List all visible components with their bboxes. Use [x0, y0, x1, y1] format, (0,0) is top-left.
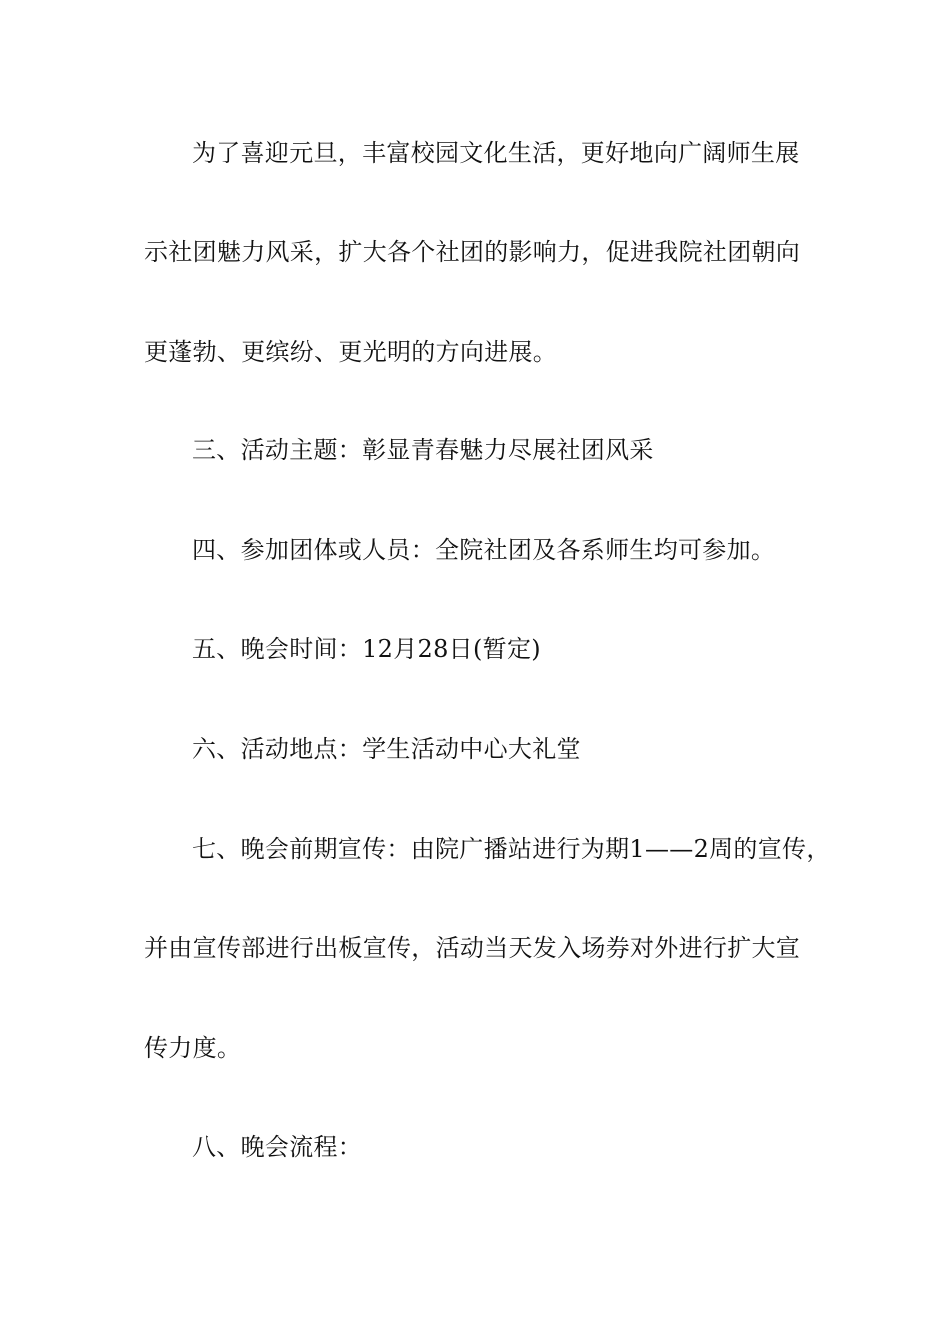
section-theme: 三、活动主题：彰显青春魅力尽展社团风采 — [192, 436, 654, 464]
section-program: 八、晚会流程： — [192, 1133, 363, 1161]
paragraph-intro-line-1: 为了喜迎元旦，丰富校园文化生活，更好地向广阔师生展 — [192, 139, 800, 167]
section-publicity-line-3: 传力度。 — [144, 1034, 242, 1062]
section-publicity-line-1: 七、晚会前期宣传：由院广播站进行为期1——2周的宣传， — [192, 835, 831, 863]
paragraph-intro-line-2: 示社团魅力风采，扩大各个社团的影响力，促进我院社团朝向 — [144, 238, 801, 266]
paragraph-intro-line-3: 更蓬勃、更缤纷、更光明的方向进展。 — [144, 338, 558, 366]
section-location: 六、活动地点：学生活动中心大礼堂 — [192, 735, 581, 763]
section-publicity-line-2: 并由宣传部进行出板宣传，活动当天发入场券对外进行扩大宣 — [144, 934, 801, 962]
section-time: 五、晚会时间：12月28日(暂定) — [192, 635, 541, 663]
section-participants: 四、参加团体或人员：全院社团及各系师生均可参加。 — [192, 536, 776, 564]
